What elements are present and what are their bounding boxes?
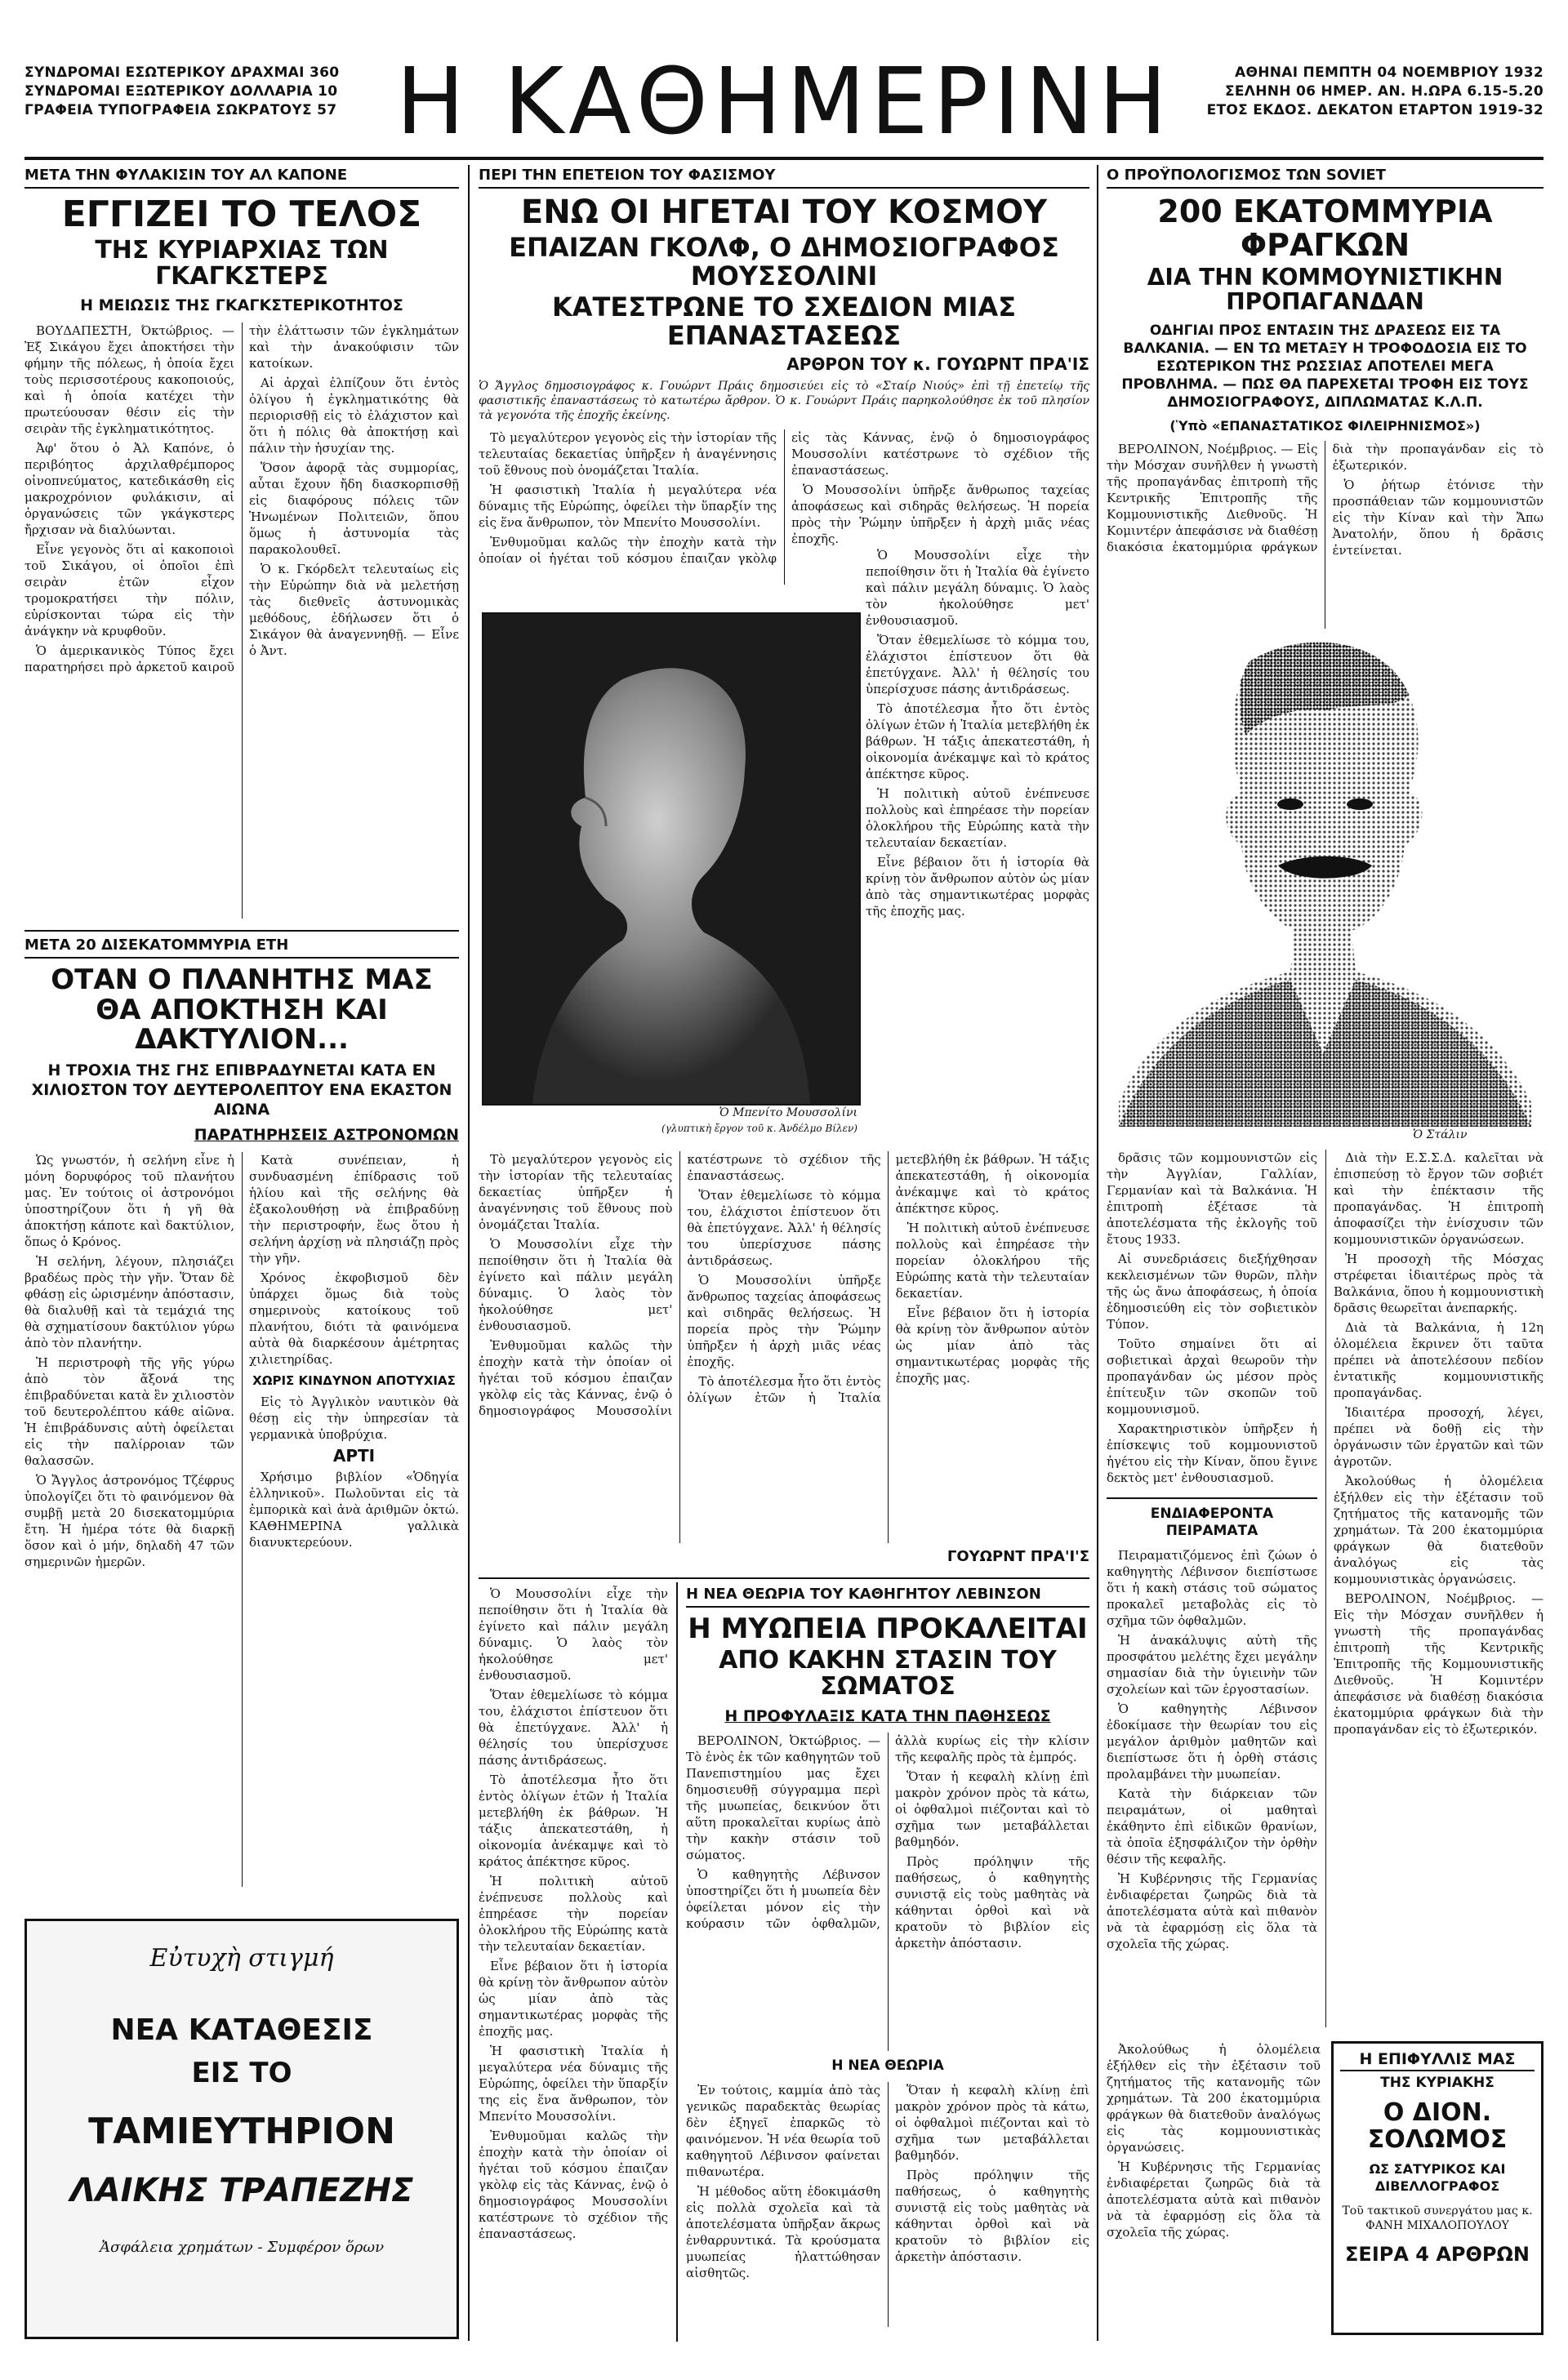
right-lower-left [1107,1150,1317,2027]
right-column-lower [1107,1150,1544,2031]
paragraph: Ἡ Κυβέρνησις τῆς Γερμανίας ἐνδιαφέρεται ζωηρῶς διὰ τὰ ἀποτελέσματα αὐτὰ καὶ πιθανὸν νὰ τὰ ἐφαρμόσῃ εἰς ὅλα τὰ σχολεῖα τῆς χώρας. [1107,1871,1317,1951]
article-body [479,1151,1089,1543]
article-body [1107,1547,1317,1952]
article-subhead-2: Η ΝΕΑ ΘΕΩΡΙΑ [831,2057,944,2075]
paragraph: Ὁ ἀμερικανικὸς Τύπος ἔχει παρατηρήσει πρὸ ἀρκετοῦ καιροῦ τὴν ἐλάττωσιν τῶν ἐγκλημάτων καὶ τὴν ἀνακούφισιν τῶν κατοίκων. [24,323,459,675]
ad-motto: Εὐτυχὴ στιγμή [149,1944,334,1973]
article-body [479,1586,668,2245]
column-divider [468,165,470,2341]
column-divider [1097,165,1098,2341]
article-headline: ΕΓΓΙΖΕΙ ΤΟ ΤΕΛΟΣ [61,194,422,235]
ad-line: ΤΑΜΙΕΥΤΗΡΙΟΝ [88,2111,395,2152]
paragraph: Αἱ ἀρχαὶ ἐλπίζουν ὅτι ἐντὸς ὀλίγου ἡ ἐγκληματικότης θὰ περιορισθῇ εἰς τὸ ἐλάχιστον καὶ ὅτι ἡ πόλις θὰ ἀποκτήσῃ καὶ πάλιν τὴν ἡσυχίαν της. [249,376,459,456]
paragraph: Κατὰ συνέπειαν, ἡ συνδυασμένη ἐπίδρασις τοῦ ἡλίου καὶ τῆς σελήνης θὰ ἐξακολουθήσῃ νὰ ἐπιβραδύνῃ τὴν περιστροφήν, ἕως ὅτου ἡ σελήνη ἀρχίσῃ νὰ πλησιάζῃ πρὸς τὴν γῆν. [249,1153,459,1266]
paragraph: Ἐνθυμοῦμαι καλῶς τὴν ἐποχὴν κατὰ τὴν ὁποίαν οἱ ἡγέται τοῦ κόσμου ἐπαιζαν γκὸλφ εἰς τὰς Κάννας, ἐνῷ ὁ δημοσιογράφος Μουσσολίνι κατέστρωνε τὸ σχέδιον τῆς ἐπαναστάσεως. [479,430,1089,567]
paragraph: Ἡ προσοχὴ τῆς Μόσχας στρέφεται ἰδιαιτέρως πρὸς τὰ Βαλκάνια, ὅπου ἡ κομμουνιστικὴ δρᾶσις θεωρεῖται ἀνεπαρκής. [1334,1252,1544,1315]
paragraph: ΒΕΡΟΛΙΝΟΝ, Ὀκτώβριος. — Τὸ ἑνὸς ἐκ τῶν καθηγητῶν τοῦ Πανεπιστημίου μας ἔχει δημοσιευθῇ σύγγραμμα περὶ τῆς μυωπείας, δεικνύον ὅτι αὕτη προκαλεῖται κυρίως ἀπὸ τὴν κακὴν στάσιν τοῦ σώματος. [686,1733,880,1863]
article-headline-line2: ΑΠΟ ΚΑΚΗΝ ΣΤΑΣΙΝ ΤΟΥ ΣΩΜΑΤΟΣ [719,1645,1057,1702]
paragraph: Πειραματιζόμενος ἐπὶ ζώων ὁ καθηγητὴς Λέβινσον διεπίστωσε ὅτι ἡ κακὴ στάσις τοῦ σώματος προκαλεῖ μεταβολὰς εἰς τὸ σχῆμα τῶν ὀφθαλμῶν. [1107,1547,1317,1628]
article-kicker: Η ΝΕΑ ΘΕΩΡΙΑ ΤΟΥ ΚΑΘΗΓΗΤΟΥ ΛΕΒΙΝΣΟΝ [686,1586,1089,1608]
paragraph: Αἱ συνεδριάσεις διεξήχθησαν κεκλεισμένων τῶν θυρῶν, πλὴν τῆς ὡς ἄνω ἀποφάσεως, ἡ ὁποία ἐδημοσιεύθη εἰς τὸν σοβιετικὸν Τύπον. [1107,1252,1317,1332]
paragraph: Εἶνε βέβαιον ὅτι ἡ ἱστορία θὰ κρίνῃ τὸν ἄνθρωπον αὐτὸν ὡς μίαν ἀπὸ τὰς σημαντικωτέρας μορφὰς τῆς ἐποχῆς μας. [895,1306,1089,1386]
portrait-caption: Ὁ Στάλιν [1413,1128,1468,1141]
article-body [1107,2041,1321,2240]
paragraph: Ἡ πολιτικὴ αὐτοῦ ἐνέπνευσε πολλοὺς καὶ ἐπηρέασε τὴν πορείαν ὁλοκλήρου τῆς Εὐρώπης κατὰ τὴν τελευταίαν δεκαετίαν. [895,1221,1089,1301]
paragraph: Ὁ Μουσσολίνι εἶχε τὴν πεποίθησιν ὅτι ἡ Ἰταλία θὰ ἐγίνετο καὶ πάλιν μεγάλη δύναμις. Ὁ λαὸς τὸν ἠκολούθησε μετ' ἐνθουσιασμοῦ. [479,1237,673,1333]
box-line: ΩΣ ΣΑΤΥΡΙΚΟΣ ΚΑΙ ΔΙΒΕΛΛΟΓΡΑΦΟΣ [1369,2161,1506,2194]
article-kicker: ΜΕΤΑ 20 ΔΙΣΕΚΑΤΟΜΜΥΡΙΑ ΕΤΗ [24,936,459,959]
bank-advertisement [24,1919,459,2339]
paragraph: ΒΕΡΟΛΙΝΟΝ, Νοέμβριος. — Εἰς τὴν Μόσχαν συνῆλθεν ἡ γνωστὴ τῆς προπαγάνδας ἐπιτροπὴ τῆς Κεντρικῆς Ἐπιτροπῆς τῆς Κομμουνιστικῆς Διεθνοῦς. Ἡ Κομιντέρν ἀπεφάσισε νὰ διαθέσῃ διακόσια ἑκατομμύρια φράγκων διὰ τὴν προπαγάνδαν εἰς τὸ ἐξωτερικόν. [1334,1591,1544,1737]
article-body [1107,441,1544,629]
article-subhead: Η ΤΡΟΧΙΑ ΤΗΣ ΓΗΣ ΕΠΙΒΡΑΔΥΝΕΤΑΙ ΚΑΤΑ ΕΝ ΧΙΛΙΟΣΤΟΝ ΤΟΥ ΔΕΥΤΕΡΟΛΕΠΤΟΥ ΕΝΑ ΕΚΑΣΤΟΝ ΑΙΩΝΑ [31,1061,452,1119]
article-body [686,1733,1089,2051]
column-divider [676,1582,678,2342]
paragraph: Πρὸς πρόληψιν τῆς παθήσεως, ὁ καθηγητὴς συνιστᾷ εἰς τοὺς μαθητὰς νὰ κάθηνται ὀρθοὶ καὶ νὰ κρατοῦν τὸ βιβλίον εἰς ἀρκετὴν ἀπόστασιν. [895,2167,1089,2264]
paragraph: ΒΕΡΟΛΙΝΟΝ, Νοέμβριος. — Εἰς τὴν Μόσχαν συνῆλθεν ἡ γνωστὴ τῆς προπαγάνδας ἐπιτροπὴ τῆς Κεντρικῆς Ἐπιτροπῆς τῆς Κομμουνιστικῆς Διεθνοῦς. Ἡ Κομιντέρν ἀπεφάσισε νὰ διαθέσῃ διακόσια ἑκατομμύρια φράγκων διὰ τὴν προπαγάνδαν εἰς τὸ ἐξωτερικόν. [1107,441,1544,554]
article-body [1107,1150,1317,1486]
paragraph: Ὅταν ἐθεμελίωσε τὸ κόμμα του, ἐλάχιστοι ἐπίστευον ὅτι θὰ ἐπετύγχανε. Ἀλλ' ἡ θέλησίς του ὑπερίσχυσε πάσης ἀντιδράσεως. [687,1188,881,1268]
paragraph: Τὸ ἀποτέλεσμα ἦτο ὅτι ἐντὸς ὀλίγων ἐτῶν ἡ Ἰταλία μετεβλήθη ἐκ βάθρων. Ἡ τάξις ἀπεκατεστάθη, ἡ οἰκονομία ἀνέκαμψε καὶ τὸ κράτος ἀπέκτησε κῦρος. [866,701,1089,781]
article-subhead-2: ΠΑΡΑΤΗΡΗΣΕΙΣ ΑΣΤΡΟΝΟΜΩΝ [194,1126,459,1145]
paragraph: Ἀκολούθως ἡ ὁλομέλεια ἐξήλθεν εἰς τὴν ἐξέτασιν τοῦ ζητήματος τῆς κατανομῆς τῶν χρημάτων. Τὰ 200 ἑκατομμύρια φράγκων θὰ διατεθοῦν ἀναλόγως εἰς τὰς κομμουνιστικὰς ὀργανώσεις. [1107,2042,1321,2155]
paragraph: Ὁ Μουσσολίνι εἶχε τὴν πεποίθησιν ὅτι ἡ Ἰταλία θὰ ἐγίνετο καὶ πάλιν μεγάλη δύναμις. Ὁ λαὸς τὸν ἠκολούθησε μετ' ἐνθουσιασμοῦ. [866,548,1089,628]
paragraph: Ὅταν ἡ κεφαλὴ κλίνῃ ἐπὶ μακρὸν χρόνον πρὸς τὰ κάτω, οἱ ὀφθαλμοὶ πιέζονται καὶ τὸ σχῆμα των μεταβάλλεται βαθμηδόν. [895,1769,1089,1850]
paragraph: Ὅταν ἡ κεφαλὴ κλίνῃ ἐπὶ μακρὸν χρόνον πρὸς τὰ κάτω, οἱ ὀφθαλμοὶ πιέζονται καὶ τὸ σχῆμα των μεταβάλλεται βαθμηδόν. [895,2082,1089,2163]
paragraph: Ἐνθυμοῦμαι καλῶς τὴν ἐποχὴν κατὰ τὴν ὁποίαν οἱ ἡγέται τοῦ κόσμου ἐπαιζαν γκὸλφ εἰς τὰς Κάννας, ἐνῷ ὁ δημοσιογράφος Μουσσολίνι κατέστρωνε τὸ σχέδιον τῆς ἐπαναστάσεως. [479,2129,668,2241]
article-body [1334,1150,1544,1737]
paragraph: Τὸ μεγαλύτερον γεγονὸς εἰς τὴν ἱστορίαν τῆς τελευταίας δεκαετίας ὑπῆρξεν ἡ ἀναγέννησις τοῦ ἔθνους ποὺ ὀνομάζεται Ἰταλία. [479,1152,673,1232]
paragraph: Ὁ Μουσσολίνι ὑπῆρξε ἄνθρωπος ταχείας ἀποφάσεως καὶ σιδηρᾶς θελήσεως. Ἡ πορεία πρὸς τὴν Ῥώμην ὑπῆρξεν ἡ ἀρχὴ μιᾶς νέας ἐποχῆς. [791,483,1089,547]
article-headline-line2: ΤΗΣ ΚΥΡΙΑΡΧΙΑΣ ΤΩΝ ΓΚΑΓΚΣΤΕΡΣ [95,235,389,291]
right-lower-right [1334,1150,1544,2027]
paragraph: Ἡ πολιτικὴ αὐτοῦ ἐνέπνευσε πολλοὺς καὶ ἐπηρέασε τὴν πορείαν ὁλοκλήρου τῆς Εὐρώπης κατὰ τὴν τελευταίαν δεκαετίαν. [866,786,1089,850]
subscription-foreign: ΣΥΝΔΡΟΜΑΙ ΕΞΩΤΕΡΙΚΟΥ ΔΟΛΛΑΡΙΑ 10 [24,83,338,100]
paragraph: ΒΟΥΔΑΠΕΣΤΗ, Όκτώβριος. — Ἐξ Σικάγου ἔχει ἀποκτήσει τὴν φήμην τῆς πόλεως, ἡ ὁποία ἔχει τοὺς περισσοτέρους κακοποιούς, καὶ ἡ ὁποία κατέχει τὴν πρωτεύουσαν θέσιν εἰς τὴν σειρὰν τῆς ἐγκληματικότητος. [24,323,234,437]
feuilleton-box [1331,2041,1544,2335]
paragraph: Τοῦτο σημαίνει ὅτι αἱ σοβιετικαὶ ἀρχαὶ θεωροῦν τὴν προπαγάνδαν ὡς μέσον πρὸς ἐπίτευξιν τῶν σκοπῶν τοῦ κομμουνισμοῦ. [1107,1337,1317,1417]
paragraph: Εἶνε βέβαιον ὅτι ἡ ἱστορία θὰ κρίνῃ τὸν ἄνθρωπον αὐτὸν ὡς μίαν ἀπὸ τὰς σημαντικωτέρας μορφὰς τῆς ἐποχῆς μας. [479,1959,668,2039]
article-credit: (Ὑπὸ «ΕΠΑΝΑΣΤΑΤΙΚΟΣ ΦΙΛΕΙΡΗΝΙΣΜΟΣ») [1169,417,1481,434]
paragraph: Τὸ μεγαλύτερον γεγονὸς εἰς τὴν ἱστορίαν τῆς τελευταίας δεκαετίας ὑπῆρξεν ἡ ἀναγέννησις τοῦ ἔθνους ποὺ ὀνομάζεται Ἰταλία. [479,430,777,478]
paragraph: Ἡ ἀνακάλυψις αὐτὴ τῆς προσφάτου μελέτης ἔχει μεγάλην σημασίαν διὰ τὴν ὑγιεινὴν τῶν σχολείων καὶ τῶν ἐργοστασίων. [1107,1632,1317,1697]
article-kicker: ΜΕΤΑ ΤΗΝ ΦΥΛΑΚΙΣΙΝ ΤΟΥ ΑΛ ΚΑΠΟΝΕ [24,167,459,189]
photo-caption: Ὁ Μπενίτο Μουσσολίνι [719,1106,858,1119]
paragraph: Ἀκολούθως ἡ ὁλομέλεια ἐξήλθεν εἰς τὴν ἐξέτασιν τοῦ ζητήματος τῆς κατανομῆς τῶν χρημάτων. Τὰ 200 ἑκατομμύρια φράγκων θὰ διατεθοῦν ἀναλόγως εἰς τὰς κομμουνιστικὰς ὀργανώσεις. [1334,1474,1544,1586]
article-kicker: ΠΕΡΙ ΤΗΝ ΕΠΕΤΕΙΟΝ ΤΟΥ ΦΑΣΙΣΜΟΥ [479,167,1089,189]
masthead-rule [24,157,1544,160]
stalin-portrait [1107,629,1544,1127]
article-byline: ΑΡΘΡΟΝ ΤΟΥ κ. ΓΟΥΩΡΝΤ ΠΡΑ'ΙΣ [786,354,1089,375]
paragraph: Ὁ Μουσσολίνι ὑπῆρξε ἄνθρωπος ταχείας ἀποφάσεως καὶ σιδηρᾶς θελήσεως. Ἡ πορεία πρὸς τὴν Ῥώμην ὑπῆρξεν ἡ ἀρχὴ μιᾶς νέας ἐποχῆς. [687,1273,881,1369]
moon-sun-info: ΣΕΛΗΝΗ 06 ΗΜΕΡ. ΑΝ. Η.ΩΡΑ 6.15-5.20 [1224,83,1544,100]
box-line: Τοῦ τακτικοῦ συνεργάτου μας κ. ΦΑΝΗ ΜΙΧΑΛΟΠΟΥΛΟΥ [1342,2204,1533,2232]
portrait-illustration [1107,629,1544,1127]
paragraph: Ὅσον ἀφορᾷ τὰς συμμορίας, αὗται ἔχουν ἤδη διασκορπισθῇ εἰς διαφόρους πόλεις τῶν Ἡνωμένων Πολιτειῶν, ὅπου ὅμως ἡ ἀστυνομία τὰς παρακολουθεῖ. [249,460,459,558]
box-kicker: Η ΕΠΙΦΥΛΛΙΣ ΜΑΣ [1340,2050,1535,2071]
article-headline: ΕΝΩ ΟΙ ΗΓΕΤΑΙ ΤΟΥ ΚΟΣΜΟΥ [520,194,1048,231]
article-intro: Ὁ Ἄγγλος δημοσιογράφος κ. Γουώρντ Πράις δημοσιεύει εἰς τὸ «Σταίρ Νιούς» ἐπὶ τῇ ἐπετείῳ τῆς φασιστικῆς ἐπαναστάσεως τὸ κατωτέρω ἄρθρον. Ὁ κ. Γουώρντ Πράις παρηκολούθησε ἐκ τοῦ πλησίον τὰ γεγονότα τῆς ἐποχῆς ἐκείνης. [479,380,1089,423]
paragraph: Ἡ μέθοδος αὕτη ἐδοκιμάσθη εἰς πολλὰ σχολεῖα καὶ τὰ ἀποτελέσματα ὑπῆρξαν ἄκρως ἐνθαρρυντικά. Τὰ κρούσματα μυωπείας ἠλαττώθησαν αἰσθητῶς. [686,2183,880,2280]
photo-credit: (γλυπτικὴ ἔργον τοῦ κ. Ἀνδέλμο Βίλεν) [662,1123,858,1134]
article-headline-line2: ΘΑ ΑΠΟΚΤΗΣΗ ΚΑΙ ΔΑΚΤΥΛΙΟΝ... [96,993,388,1057]
ad-footer: Ἀσφάλεια χρημάτων - Συμφέρον ὅρων [99,2239,385,2256]
paragraph: Ὅταν ἐθεμελίωσε τὸ κόμμα του, ἐλάχιστοι ἐπίστευον ὅτι θὰ ἐπετύγχανε. Ἀλλ' ἡ θέλησίς του ὑπερίσχυσε πάσης ἀντιδράσεως. [479,1688,668,1768]
subscription-domestic: ΣΥΝΔΡΟΜΑΙ ΕΣΩΤΕΡΙΚΟΥ ΔΡΑΧΜΑΙ 360 [24,65,340,81]
article-headline: Η ΜΥΩΠΕΙΑ ΠΡΟΚΑΛΕΙΤΑΙ [688,1613,1088,1645]
note-title: ΑΡΤΙ [332,1446,376,1466]
section-rule [24,930,459,932]
article-signature: ΓΟΥΩΡΝΤ ΠΡΑ'Ι'Σ [947,1548,1089,1565]
paragraph: Ὁ καθηγητὴς Λέβινσον ἐδοκίμασε τὴν θεωρίαν του εἰς μεγάλον ἀριθμὸν μαθητῶν καὶ διεπίστωσε ὅτι ἡ ὀρθὴ στάσις προλαμβάνει τὴν μυωπείαν. [1107,1701,1317,1782]
paragraph: Διὰ τὰ Βαλκάνια, ἡ 12η ὁλομέλεια ἔκρινεν ὅτι ταῦτα πρέπει νὰ ἀποτελέσουν πεδίον ἐντατικῆς κομμουνιστικῆς προπαγάνδας. [1334,1320,1544,1400]
paragraph: Πρὸς πρόληψιν τῆς παθήσεως, ὁ καθηγητὴς συνιστᾷ εἰς τοὺς μαθητὰς νὰ κάθηνται ὀρθοὶ καὶ νὰ κρατοῦν τὸ βιβλίον εἰς ἀρκετὴν ἀπόστασιν. [895,1854,1089,1951]
paragraph: Ὁ Μουσσολίνι εἶχε τὴν πεποίθησιν ὅτι ἡ Ἰταλία θὰ ἐγίνετο καὶ πάλιν μεγάλη δύναμις. Ὁ λαὸς τὸν ἠκολούθησε μετ' ἐνθουσιασμοῦ. [479,1586,668,1683]
box-title: Ο ΔΙΟΝ. ΣΟΛΩΜΟΣ [1367,2098,1508,2154]
box-subkicker: ΤΗΣ ΚΥΡΙΑΚΗΣ [1380,2075,1494,2091]
paragraph: Τὸ ἀποτέλεσμα ἦτο ὅτι ἐντὸς ὀλίγων ἐτῶν ἡ Ἰταλία μετεβλήθη ἐκ βάθρων. Ἡ τάξις ἀπεκατεστάθη, ἡ οἰκονομία ἀνέκαμψε καὶ τὸ κράτος ἀπέκτησε κῦρος. [479,1773,668,1869]
article-kicker: Ο ΠΡΟΫΠΟΛΟΓΙΣΜΟΣ ΤΩΝ SOVIET [1107,167,1544,189]
paragraph: Ἐν τούτοις, καμμία ἀπὸ τὰς γενικῶς παραδεκτὰς θεωρίας δὲν ἐξηγεῖ ἐπαρκῶς τὸ φαινόμενον. Ἡ νέα θεωρία τοῦ καθηγητοῦ Λέβινσον φαίνεται πιθανωτέρα. [686,2082,880,2179]
paragraph: Ἡ Κυβέρνησις τῆς Γερμανίας ἐνδιαφέρεται ζωηρῶς διὰ τὰ ἀποτελέσματα αὐτὰ καὶ πιθανὸν νὰ τὰ ἐφαρμόσῃ εἰς ὅλα τὰ σχολεῖα τῆς χώρας. [1107,2160,1321,2240]
ad-line: ΝΕΑ ΚΑΤΑΘΕΣΙΣ [110,2013,373,2047]
paragraph: Ἡ φασιστικὴ Ἰταλία ἡ μεγαλύτερα νέα δύναμις τῆς Εὐρώπης, ὀφείλει τὴν ὕπαρξίν της εἰς ἕνα ἄνθρωπον, τὸν Μπενίτο Μουσσολίνι. [479,483,777,531]
paragraph: Χρήσιμο βιβλίον «Ὁδηγία ἐλληνικοῦ». Πωλοῦνται εἰς τὰ ἐμπορικὰ καὶ ἀνὰ ἀριθμῶν ὀκτώ. ΚΑΘΗΜΕΡΙΝΑ γαλλικὰ διανυκτερεύουν. [249,1470,459,1550]
center-column-side-text [866,547,1089,1135]
article-headline-line2: ΔΙΑ ΤΗΝ ΚΟΜΜΟΥΝΙΣΤΙΚΗΝ ΠΡΟΠΑΓΑΝΔΑΝ [1147,264,1503,316]
paragraph: δρᾶσις τῶν κομμουνιστῶν εἰς τὴν Ἀγγλίαν, Γαλλίαν, Γερμανίαν καὶ τὰ Βαλκάνια. Ἡ ἐπιτροπὴ ἐξέτασε τὰ ἀποτελέσματα τῆς ἐκλογῆς τοῦ ἔτους 1933. [1107,1150,1317,1247]
paragraph: Ἡ περιστροφὴ τῆς γῆς γύρω ἀπὸ τὸν ἄξονά της ἐπιβραδύνεται κατὰ ἓν χιλιοστὸν τοῦ δευτερολέπτου κάθε αἰῶνα. Ἡ ἐπιβράδυνσις αὐτὴ ὀφείλεται εἰς τὴν παλίρροιαν τῶν θαλασσῶν. [24,1355,234,1469]
article-subhead: Η ΠΡΟΦΥΛΑΞΙΣ ΚΑΤΑ ΤΗΝ ΠΑΘΗΣΕΩΣ [724,1706,1051,1725]
newspaper-page [24,16,1544,2343]
article-body [686,2082,1089,2327]
article-headline: 200 ΕΚΑΤΟΜΜΥΡΙΑ ΦΡΑΓΚΩΝ [1157,194,1493,264]
paragraph: Διὰ τὴν Ε.Σ.Σ.Δ. καλεῖται νὰ ἐπισπεύσῃ τὸ ἔργον τῶν σοβιέτ καὶ τὴν ἐπέκτασιν τῆς προπαγάνδας. Ἡ ἐπιτροπὴ ἀποφασίζει τὴν ἐνίσχυσιν τῶν κομμουνιστικῶν ὀργανώσεων. [1334,1150,1544,1247]
column-divider [1325,1150,1326,2027]
office-address: ΓΡΑΦΕΙΑ ΤΥΠΟΓΡΑΦΕΙΑ ΣΩΚΡΑΤΟΥΣ 57 [24,102,337,118]
article-body [866,547,1089,923]
right-bottom-text [1107,2041,1321,2339]
note-title: ΧΩΡΙΣ ΚΙΝΔΥΝΟΝ ΑΠΟΤΥΧΙΑΣ [252,1373,456,1389]
bust-illustration [483,614,859,1104]
ad-line: ΛΑΙΚΗΣ ΤΡΑΠΕΖΗΣ [69,2172,414,2209]
paragraph: Χαρακτηριστικὸν ὑπῆρξεν ἡ ἐπίσκεψις τοῦ κομμουνιστοῦ ἡγέτου εἰς τὴν Κίναν, ὅπου ἔγινε δεκτὸς μετ' ἐνθουσιασμοῦ. [1107,1421,1317,1485]
paragraph: Εἰς τὸ Ἀγγλικὸν ναυτικὸν θὰ θέσῃ εἰς τὴν ὑπηρεσίαν τὰ γερμανικὰ ὑποβρύχια. [249,1395,459,1443]
paragraph: Ἰδιαιτέρα προσοχή, λέγει, πρέπει νὰ δοθῇ εἰς τὴν ὀργάνωσιν τῶν ἐργατῶν καὶ τῶν ἀγροτῶν. [1334,1405,1544,1469]
paragraph: Κατὰ τὴν διάρκειαν τῶν πειραμάτων, οἱ μαθηταὶ ἐκάθηντο ἐπὶ εἰδικῶν θρανίων, τὰ ὁποῖα ἐξησφάλιζον τὴν ὀρθὴν θέσιν τῆς κεφαλῆς. [1107,1786,1317,1866]
paragraph: Εἶνε βέβαιον ὅτι ἡ ἱστορία θὰ κρίνῃ τὸν ἄνθρωπον αὐτὸν ὡς μίαν ἀπὸ τὰς σημαντικωτέρας μορφὰς τῆς ἐποχῆς μας. [866,855,1089,919]
issue-date: ΑΘΗΝΑΙ ΠΕΜΠΤΗ 04 ΝΟΕΜΒΡΙΟΥ 1932 [1234,65,1544,81]
paragraph: Ὁ Ἄγγλος ἀστρονόμος Τζέφρυς ὑπολογίζει ὅτι τὸ φαινόμενον θὰ συμβῇ μετὰ 20 δισεκατομμύρια ἔτη. Ἡ ἡμέρα τότε θὰ διαρκῇ ὅσον καὶ ὁ μήν, δηλαδὴ 47 τῶν σημερινῶν ἡμερῶν. [24,1473,234,1570]
article-subhead: Η ΜΕΙΩΣΙΣ ΤΗΣ ΓΚΑΓΚΣΤΕΡΙΚΟΤΗΤΟΣ [80,296,403,315]
center-column-continued [479,1151,1089,1576]
paragraph: Ὁ καθηγητὴς Λέβινσον ὑποστηρίζει ὅτι ἡ μυωπεία δὲν ὀφείλεται μόνον εἰς τὴν κούρασιν τῶν ὀφθαλμῶν, ἀλλὰ κυρίως εἰς τὴν κλίσιν τῆς κεφαλῆς πρὸς τὰ ἐμπρός. [686,1733,1089,1932]
article-body [24,1152,459,1887]
article-subhead: ΟΔΗΓΙΑΙ ΠΡΟΣ ΕΝΤΑΣΙΝ ΤΗΣ ΔΡΑΣΕΩΣ ΕΙΣ ΤΑ ΒΑΛΚΑΝΙΑ. — ΕΝ ΤΩ ΜΕΤΑΞΥ Η ΤΡΟΦΟΔΟΣΙΑ ΕΙΣ ΤΟ ΕΣΩΤΕΡΙΚΟΝ ΤΗΣ ΡΩΣΣΙΑΣ ΑΠΟΤΕΛΕΙ ΜΕΓΑ ΠΡΟΒΛΗΜΑ. — ΠΩΣ ΘΑ ΠΑΡΕΧΕΤΑΙ ΤΡΟΦΗ ΕΙΣ ΤΟΥΣ ΔΗΜΟΣΙΟΓΡΑΦΟΥΣ, ΔΙΠΛΩΜΑΤΑΣ Κ.Λ.Π. [1121,322,1529,411]
paragraph: Ὡς γνωστόν, ἡ σελήνη εἶνε ἡ μόνη δορυφόρος τοῦ πλανήτου μας. Ἐν τούτοις οἱ ἀστρονόμοι ὑποστηρίζουν ὅτι ἡ γῆ θὰ ἀποκτήσῃ κάποτε καὶ δακτύλιον, ὅπως ὁ Κρόνος. [24,1153,234,1250]
center-bottom-left [479,1586,668,2341]
paragraph: Ἐνθυμοῦμαι καλῶς τὴν ἐποχὴν κατὰ τὴν ὁποίαν οἱ ἡγέται τοῦ κόσμου ἐπαιζαν γκὸλφ εἰς τὰς Κάννας, ἐνῷ ὁ δημοσιογράφος Μουσσολίνι κατέστρωνε τὸ σχέδιον τῆς ἐπαναστάσεως. [479,1152,881,1418]
section-rule [1107,1497,1317,1499]
section-heading: ΕΝΔΙΑΦΕΡΟΝΤΑ ΠΕΙΡΑΜΑΤΑ [1150,1506,1274,1540]
paragraph: Ἡ φασιστικὴ Ἰταλία ἡ μεγαλύτερα νέα δύναμις τῆς Εὐρώπης, ὀφείλει τὴν ὕπαρξίν της εἰς ἕνα ἄνθρωπον, τὸν Μπενίτο Μουσσολίνι. [479,2044,668,2124]
section-rule [479,1577,1089,1579]
article-body [24,323,459,919]
paragraph: Ἀφ' ὅτου ὁ Ἀλ Καπόνε, ὁ περιβόητος ἀρχιλαθρέμπορος οἰνοπνεύματος, κατεδικάσθη εἰς μακροχρόνιον φυλάκισιν, αἱ ὀργανώσεις τῶν γκάγκστερς ἤρχισαν νὰ διαλύωνται. [24,441,234,538]
paragraph: Εἶνε γεγονὸς ὅτι αἱ κακοποιοὶ τοῦ Σικάγου, οἱ ὁποῖοι ἐπὶ σειρὰν ἐτῶν εἶχον τρομοκρατήσει τὴν πόλιν, εὑρίσκονται τώρα εἰς τὴν ἀνάγκην νὰ κρυφθοῦν. [24,542,234,639]
masthead-left-info [24,64,368,120]
paragraph: Ὅταν ἐθεμελίωσε τὸ κόμμα του, ἐλάχιστοι ἐπίστευον ὅτι θὰ ἐπετύγχανε. Ἀλλ' ἡ θέλησίς του ὑπερίσχυσε πάσης ἀντιδράσεως. [866,633,1089,696]
mussolini-bust-photo [482,612,861,1105]
publication-year: ΕΤΟΣ ΕΚΔΟΣ. ΔΕΚΑΤΟΝ ΕΤΑΡΤΟΝ 1919-32 [1206,102,1544,118]
article-headline-line2: ΕΠΑΙΖΑΝ ΓΚΟΛΦ, Ο ΔΗΜΟΣΙΟΓΡΑΦΟΣ ΜΟΥΣΣΟΛΙΝΙ [509,232,1059,291]
box-footer: ΣΕΙΡΑ 4 ΑΡΘΡΩΝ [1345,2242,1530,2266]
paragraph: Ὁ κ. Γκόρδελτ τελευταίως εἰς τὴν Εὐρώπην διὰ νὰ μελετήσῃ τὰς διεθνεῖς ἀστυνομικὰς μεθόδους, ἐδήλωσεν ὅτι ὁ Σικάγον θὰ ἀναγεννηθῇ. — Εἶνε ὁ Ἀντ. [249,562,459,659]
ad-line: ΕΙΣ ΤΟ [191,2057,292,2089]
paragraph: Ἡ πολιτικὴ αὐτοῦ ἐνέπνευσε πολλοὺς καὶ ἐπηρέασε τὴν πορείαν ὁλοκλήρου τῆς Εὐρώπης κατὰ τὴν τελευταίαν δεκαετίαν. [479,1874,668,1954]
article-headline-line3: ΚΑΤΕΣΤΡΩΝΕ ΤΟ ΣΧΕΔΙΟΝ ΜΙΑΣ ΕΠΑΝΑΣΤΑΣΕΩΣ [551,291,1017,351]
paragraph: Ὁ ῥήτωρ ἐτόνισε τὴν προσπάθειαν τῶν κομμουνιστῶν εἰς τὴν Κίναν καὶ τὴν Ἄπω Ἀνατολήν, ὅπου ἡ δρᾶσις ἐντείνεται. [1332,477,1544,558]
paragraph: Χρόνος ἐκφοβισμοῦ δὲν ὑπάρχει ὅμως διὰ τοὺς σημερινοὺς κατοίκους τοῦ πλανήτου, διότι τὰ φαινόμενα αὐτὰ θὰ διαρκέσουν ἀμέτρητας χιλιετηρίδας. [249,1270,459,1368]
paragraph: Ἡ σελήνη, λέγουν, πλησιάζει βραδέως πρὸς τὴν γῆν. Ὅταν δὲ φθάσῃ εἰς ὡρισμένην ἀπόστασιν, θὰ διαλυθῇ καὶ τὰ τεμάχιά της θὰ σχηματίσουν δακτύλιον γύρω ἀπὸ τὸν πλανήτην. [24,1254,234,1351]
newspaper-title: Η ΚΑΘΗΜΕΡΙΝΗ [395,49,1173,155]
myopia-article [686,1586,1089,2341]
paragraph: Τὸ ἀποτέλεσμα ἦτο ὅτι ἐντὸς ὀλίγων ἐτῶν ἡ Ἰταλία μετεβλήθη ἐκ βάθρων. Ἡ τάξις ἀπεκατεστάθη, ἡ οἰκονομία ἀνέκαμψε καὶ τὸ κράτος ἀπέκτησε κῦρος. [687,1152,1089,1405]
article-headline: ΟΤΑΝ Ο ΠΛΑΝΗΤΗΣ ΜΑΣ [51,963,433,997]
masthead-right-info [1200,64,1544,120]
